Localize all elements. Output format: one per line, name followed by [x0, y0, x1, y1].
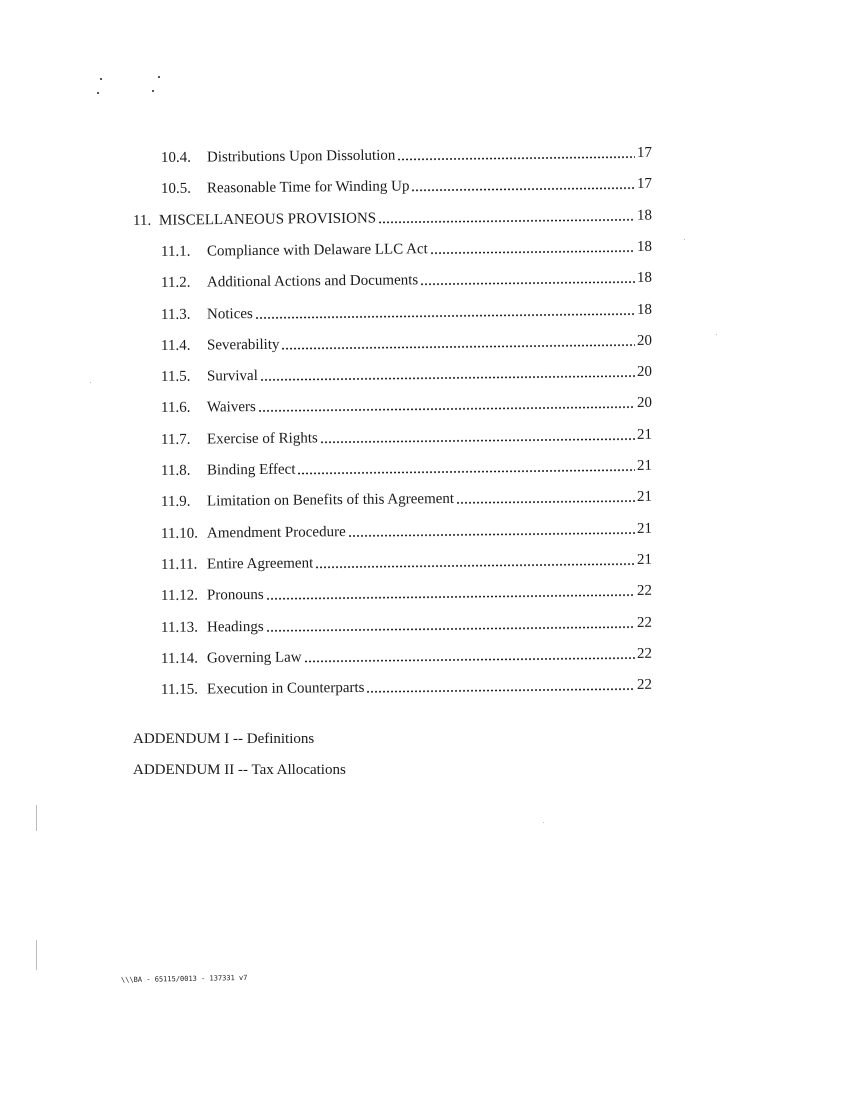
toc-entry-number: 10.5. [160, 180, 192, 197]
toc-entry-title: MISCELLANEOUS PROVISIONS [158, 210, 377, 229]
toc-entry [161, 362, 652, 387]
toc-entry-number: 11.15. [160, 681, 199, 698]
toc-dot-leader [297, 468, 635, 476]
toc-entry-title: Entire Agreement [206, 555, 314, 573]
toc-entry-title: Additional Actions and Documents [206, 272, 419, 291]
toc-dot-leader [378, 218, 635, 225]
toc-entry [161, 550, 652, 575]
toc-entry [161, 487, 652, 512]
toc-entry-title: Reasonable Time for Winding Up [206, 178, 410, 197]
toc-dot-leader [315, 562, 635, 569]
toc-entry-number: 11.14. [160, 650, 199, 667]
toc-entry-title: Headings [206, 618, 264, 636]
toc-entry-page-number: 17 [636, 144, 653, 162]
toc-dot-leader [348, 531, 635, 538]
scan-edge-mark [36, 940, 37, 970]
toc-dot-leader [420, 280, 635, 286]
toc-dot-leader [411, 186, 635, 192]
scan-speck [158, 76, 160, 78]
toc-entry-page-number: 21 [636, 457, 653, 475]
toc-entry-number: 11.13. [160, 619, 199, 636]
toc-entry-number: 11.12. [160, 587, 199, 604]
toc-entry-number: 11.5. [160, 368, 191, 385]
toc-entry [161, 425, 652, 450]
toc-entry-number: 11.8. [160, 462, 191, 479]
toc-entry-title: Survival [206, 367, 258, 385]
toc-entry-title: Execution in Counterparts [206, 679, 365, 698]
scan-speck [543, 822, 544, 823]
toc-entry-title: Severability [206, 336, 280, 354]
toc-entry-page-number: 21 [636, 520, 653, 538]
toc-entry-page-number: 18 [636, 269, 653, 287]
toc-dot-leader [456, 499, 635, 505]
toc-entry-page-number: 18 [636, 301, 653, 319]
toc-entry [161, 456, 652, 481]
toc-entry-page-number: 22 [636, 676, 653, 694]
toc-entry-number: 11. [132, 212, 152, 229]
toc-entry-title: Governing Law [206, 649, 302, 667]
toc-entry-number: 11.4. [160, 337, 191, 354]
toc-entry [161, 143, 652, 168]
toc-dot-leader [430, 249, 635, 255]
addendum-1: ADDENDUM I -- Definitions [133, 731, 315, 747]
toc-entry-page-number: 22 [636, 614, 653, 632]
toc-entry-number: 11.6. [160, 399, 191, 416]
toc-entry [161, 581, 652, 606]
toc-entry [161, 519, 652, 544]
toc-entry-page-number: 20 [636, 332, 653, 350]
toc-dot-leader [281, 343, 635, 351]
toc-entry-title: Notices [206, 306, 253, 323]
toc-dot-leader [266, 593, 635, 601]
addendum-2: ADDENDUM II -- Tax Allocations [133, 762, 346, 778]
toc-entry-title: Exercise of Rights [206, 430, 318, 448]
toc-entry-title: Amendment Procedure [206, 524, 346, 542]
toc-dot-leader [266, 625, 635, 633]
scan-speck [90, 382, 91, 383]
toc-entry [161, 174, 652, 199]
toc-dot-leader [366, 687, 635, 694]
toc-entry-page-number: 22 [636, 645, 653, 663]
toc-entry-number: 11.11. [160, 556, 198, 573]
toc-dot-leader [320, 437, 635, 444]
toc-entry-title: Waivers [206, 399, 256, 416]
toc-entry [161, 268, 652, 293]
scan-speck [100, 78, 102, 80]
toc-dot-leader [304, 656, 635, 663]
toc-entry-number: 11.3. [160, 306, 191, 323]
toc-entry-number: 11.2. [160, 274, 191, 291]
toc-entry [161, 393, 652, 418]
toc-dot-leader [258, 405, 635, 413]
toc-entry [161, 331, 652, 356]
scan-speck [684, 239, 685, 240]
scan-edge-mark [36, 805, 37, 831]
toc-entry-page-number: 22 [636, 582, 653, 600]
toc-entry [161, 613, 652, 638]
toc-entry-number: 11.7. [160, 431, 191, 448]
scan-speck [97, 92, 99, 94]
toc-entry-page-number: 21 [636, 551, 653, 569]
toc-entry-page-number: 20 [636, 363, 653, 381]
scan-speck [152, 90, 154, 92]
toc-entry-title: Compliance with Delaware LLC Act [206, 241, 428, 260]
toc-dot-leader [260, 374, 635, 382]
toc-entry [161, 675, 652, 700]
toc-entry-number: 11.1. [160, 243, 191, 260]
toc-entry-title: Binding Effect [206, 461, 296, 479]
toc-entry-page-number: 18 [636, 238, 653, 256]
toc-entry-page-number: 21 [636, 426, 653, 444]
toc-entry-page-number: 18 [636, 207, 653, 224]
toc-dot-leader [397, 155, 635, 161]
toc-entry-page-number: 17 [636, 175, 653, 193]
toc-entry-title: Pronouns [206, 586, 264, 604]
toc-entry-title: Distributions Upon Dissolution [206, 147, 396, 166]
toc-entry-page-number: 20 [636, 394, 653, 412]
toc-entry-number: 11.10. [160, 525, 199, 542]
toc-entry-title: Limitation on Benefits of this Agreement [206, 490, 455, 510]
toc-dot-leader [255, 312, 635, 320]
toc-entry-number: 10.4. [160, 149, 192, 166]
toc-entry-number: 11.9. [160, 493, 191, 510]
scan-speck [716, 334, 717, 335]
toc-entry [161, 644, 652, 669]
toc-entry [161, 237, 652, 262]
toc-entry [133, 206, 652, 231]
toc-entry-page-number: 21 [636, 488, 653, 506]
toc-entry [161, 300, 652, 325]
document-footer-code: \\\BA - 65115/0013 - 137331 v7 [120, 973, 248, 985]
